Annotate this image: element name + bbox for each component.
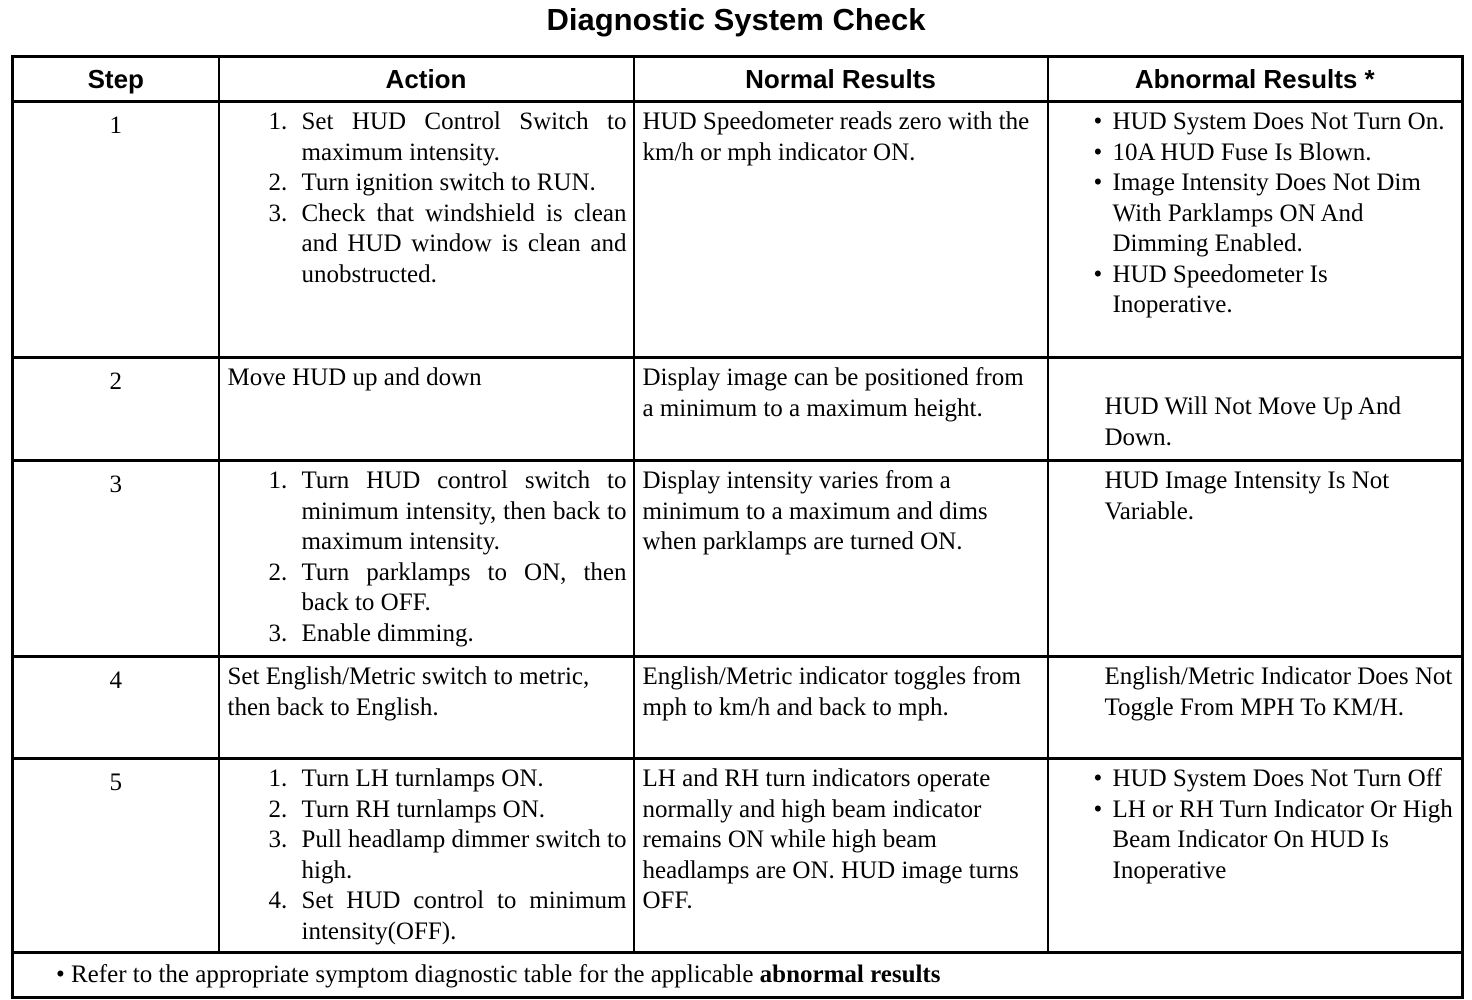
- normal-result-cell: HUD Speedometer reads zero with the km/h or mph indicator ON.: [634, 102, 1048, 358]
- step-number: 1: [13, 102, 219, 358]
- table-row: [13, 102, 1463, 358]
- header-row: [13, 57, 1463, 102]
- footnote-row: [13, 953, 1463, 998]
- action-item: 1. Turn LH turnlamps ON.: [294, 764, 627, 795]
- header-step: Step: [13, 57, 219, 102]
- step-number: 2: [13, 358, 219, 461]
- action-cell: [219, 461, 634, 657]
- action-cell: Set English/Metric switch to metric, then back to English.: [219, 657, 634, 759]
- table-row: [13, 657, 1463, 759]
- page-title: Diagnostic System Check: [546, 2, 926, 37]
- step-number: 3: [13, 461, 219, 657]
- header-normal-results: Normal Results: [634, 57, 1048, 102]
- abnormal-item: • HUD System Does Not Turn On.: [1093, 107, 1454, 138]
- abnormal-list: [1093, 107, 1454, 321]
- action-item: 3. Check that windshield is clean and HUD window is clean and unobstructed.: [294, 199, 627, 291]
- action-list: [228, 107, 627, 290]
- action-list: [228, 764, 627, 947]
- abnormal-result-cell: [1048, 102, 1463, 358]
- action-cell: [219, 102, 634, 358]
- abnormal-list: [1093, 764, 1454, 886]
- normal-result-cell: English/Metric indicator toggles from mph to km/h and back to mph.: [634, 657, 1048, 759]
- action-item: 1. Set HUD Control Switch to maximum intensity.: [294, 107, 627, 168]
- table-row: [13, 759, 1463, 953]
- header-abnormal-results: Abnormal Results *: [1048, 57, 1463, 102]
- table-row: [13, 358, 1463, 461]
- footnote-text: • Refer to the appropriate symptom diagnostic table for the applicable: [56, 961, 760, 988]
- normal-result-cell: LH and RH turn indicators operate normally and high beam indicator remains ON while high beam headlamps are ON. HUD image turns OFF.: [634, 759, 1048, 953]
- table-row: [13, 461, 1463, 657]
- action-item: 3. Enable dimming.: [294, 619, 627, 650]
- abnormal-text: English/Metric Indicator Does Not Toggle From MPH To KM/H.: [1104, 663, 1453, 721]
- action-cell: Move HUD up and down: [219, 358, 634, 461]
- header-action: Action: [219, 57, 634, 102]
- footnote: [13, 953, 1463, 998]
- abnormal-text: HUD Will Not Move Up And Down.: [1104, 393, 1401, 451]
- action-item: 2. Turn RH turnlamps ON.: [294, 795, 627, 826]
- action-list: [228, 466, 627, 649]
- normal-result-cell: Display image can be positioned from a minimum to a maximum height.: [634, 358, 1048, 461]
- normal-result-cell: Display intensity varies from a minimum to a maximum and dims when parklamps are turned ON.: [634, 461, 1048, 657]
- abnormal-result-cell: [1048, 358, 1463, 461]
- diagnostic-table: [11, 55, 1464, 999]
- action-item: 2. Turn ignition switch to RUN.: [294, 168, 627, 199]
- abnormal-result-cell: [1048, 657, 1463, 759]
- abnormal-item: • HUD System Does Not Turn Off: [1093, 764, 1454, 795]
- step-number: 4: [13, 657, 219, 759]
- abnormal-result-cell: [1048, 759, 1463, 953]
- step-number: 5: [13, 759, 219, 953]
- action-cell: [219, 759, 634, 953]
- action-item: 4. Set HUD control to minimum intensity(OFF).: [294, 886, 627, 947]
- abnormal-result-cell: [1048, 461, 1463, 657]
- action-item: 2. Turn parklamps to ON, then back to OFF.: [294, 558, 627, 619]
- action-item: 1. Turn HUD control switch to minimum intensity, then back to maximum intensity.: [294, 466, 627, 558]
- footnote-emphasis: abnormal results: [759, 961, 941, 988]
- abnormal-item: • 10A HUD Fuse Is Blown.: [1093, 138, 1454, 169]
- abnormal-item: • LH or RH Turn Indicator Or High Beam Indicator On HUD Is Inoperative: [1093, 795, 1454, 887]
- abnormal-item: • HUD Speedometer Is Inoperative.: [1093, 260, 1454, 321]
- abnormal-item: • Image Intensity Does Not Dim With Parklamps ON And Dimming Enabled.: [1093, 168, 1454, 260]
- action-item: 3. Pull headlamp dimmer switch to high.: [294, 825, 627, 886]
- abnormal-text: HUD Image Intensity Is Not Variable.: [1104, 467, 1390, 525]
